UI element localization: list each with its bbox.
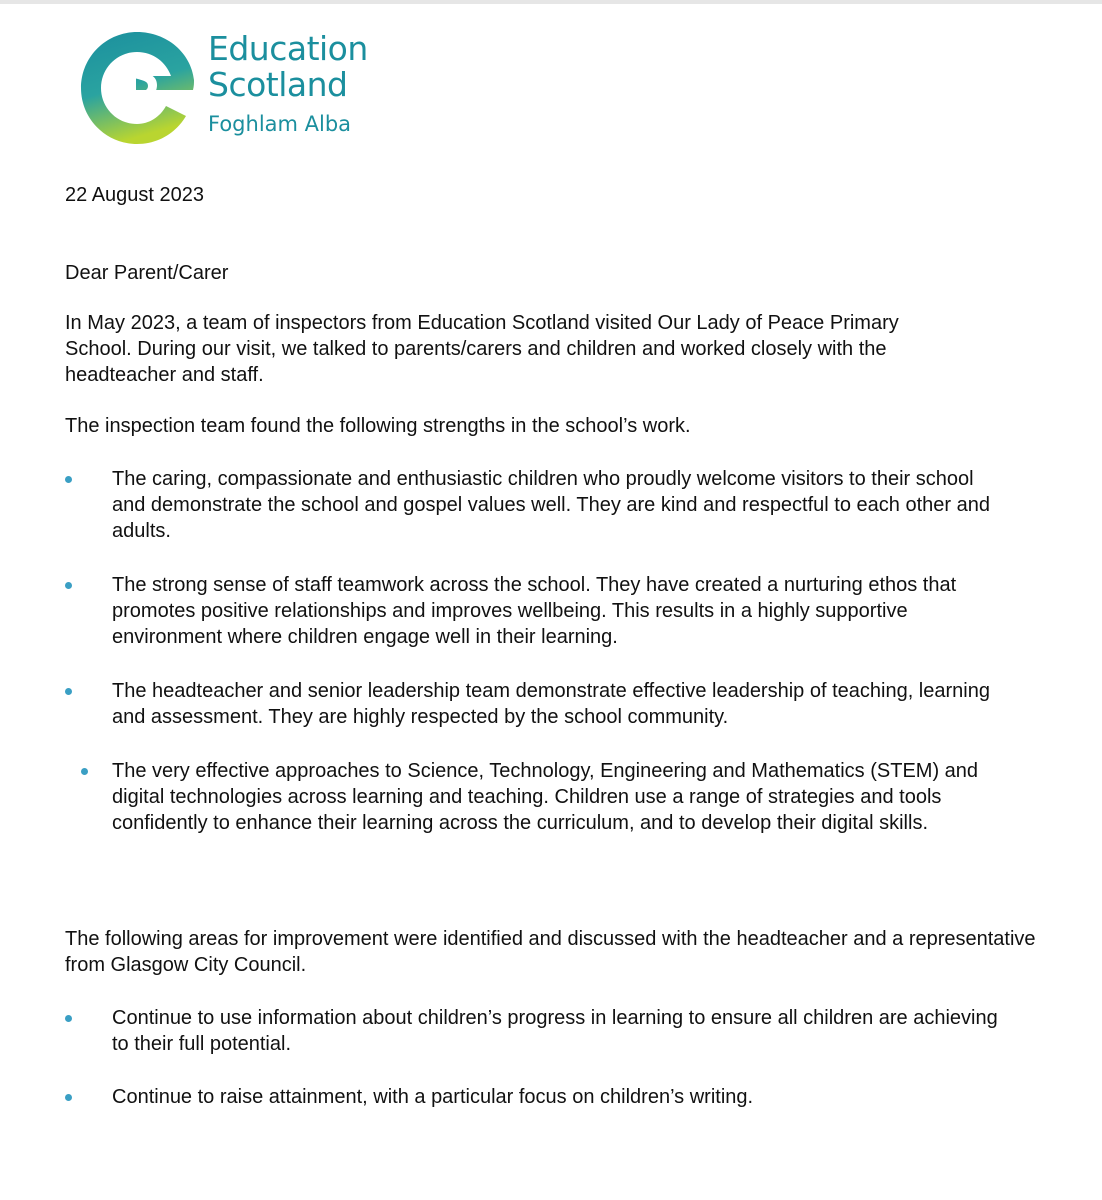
bullet-icon — [81, 768, 88, 775]
strength-item — [65, 572, 1005, 650]
bullet-icon — [65, 688, 72, 695]
top-rule — [0, 0, 1102, 4]
bullet-icon — [65, 476, 72, 483]
strength-text: The headteacher and senior leadership team demonstrate effective leadership of teaching, learning and assessment. They are highly respected by the school community. — [112, 680, 990, 728]
strength-text: The caring, compassionate and enthusiastic children who proudly welcome visitors to their school and demonstrate the school and gospel values well. They are kind and respectful to each other and adults. — [112, 468, 990, 542]
improvements-list — [65, 1005, 1005, 1137]
strength-item — [65, 466, 1005, 544]
improvement-intro: The following areas for improvement were identified and discussed with the headteacher and a representative from Glasgow City Council. — [65, 928, 1036, 976]
bullet-icon — [65, 1094, 72, 1101]
strength-text: The very effective approaches to Science, Technology, Engineering and Mathematics (STEM) and digital technologies across learning and teaching. Children use a range of strategies and tools confidently to enhance their learning across the curriculum, and to develop their digital skills. — [112, 760, 979, 834]
strength-text: The strong sense of staff teamwork across the school. They have created a nurturing ethos that promotes positive relationships and improves wellbeing. This results in a highly supportive environment where children engage well in their learning. — [112, 574, 957, 648]
improvement-text: Continue to raise attainment, with a particular focus on children’s writing. — [112, 1086, 754, 1108]
logo-text — [208, 29, 368, 136]
improvement-text: Continue to use information about children’s progress in learning to ensure all children are achieving to their full potential. — [112, 1007, 998, 1055]
strengths-intro: The inspection team found the following strengths in the school’s work. — [65, 415, 691, 437]
improvement-item — [65, 1084, 1005, 1110]
intro-paragraph: In May 2023, a team of inspectors from Education Scotland visited Our Lady of Peace Primary School. During our visit, we talked to parents/carers and children and worked closely with the headteacher and staff. — [65, 312, 899, 386]
logo-line-scotland: Scotland — [208, 65, 348, 104]
strength-item — [65, 758, 1005, 836]
letter-date: 22 August 2023 — [65, 184, 205, 206]
education-scotland-logo-icon — [78, 28, 196, 146]
strength-item — [65, 678, 1005, 730]
improvement-item — [65, 1005, 1005, 1057]
strengths-list — [65, 466, 1005, 864]
education-scotland-logo — [78, 28, 378, 153]
bullet-icon — [65, 582, 72, 589]
logo-line-foghlam-alba: Foghlam Alba — [208, 112, 352, 136]
logo-line-education: Education — [208, 29, 368, 68]
bullet-icon — [65, 1015, 72, 1022]
salutation: Dear Parent/Carer — [65, 262, 229, 284]
